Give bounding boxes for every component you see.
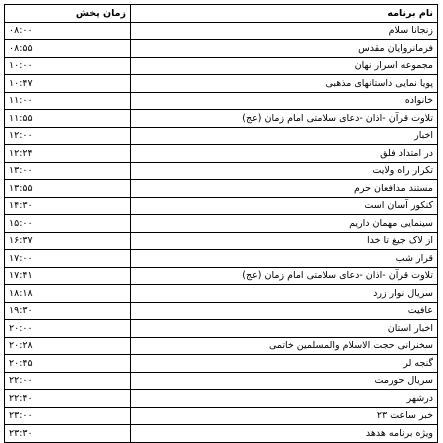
broadcast-time-cell: ۲۰:۲۸ — [5, 337, 131, 355]
table-row — [5, 22, 438, 40]
table-row — [5, 390, 438, 408]
table-row — [5, 337, 438, 355]
program-name-cell: قرار شب — [131, 250, 438, 268]
program-name-cell: ویژه برنامه هدهد — [131, 425, 438, 443]
schedule-body — [5, 22, 438, 442]
broadcast-time-cell: ۲۰:۴۵ — [5, 355, 131, 373]
table-row — [5, 372, 438, 390]
program-name-cell: تکرار راه ولایت — [131, 162, 438, 180]
broadcast-time-cell: ۱۲:۰۰ — [5, 127, 131, 145]
broadcast-time-cell: ۰۸:۵۵ — [5, 40, 131, 58]
table-row — [5, 250, 438, 268]
table-row — [5, 197, 438, 215]
program-name-cell: سریال نوار زرد — [131, 285, 438, 303]
program-name-cell: در امتداد فلق — [131, 145, 438, 163]
program-name-cell: عافیت — [131, 302, 438, 320]
broadcast-time-cell: ۱۵:۰۰ — [5, 215, 131, 233]
schedule-sheet — [4, 4, 437, 443]
broadcast-time-cell: ۱۷:۰۰ — [5, 250, 131, 268]
program-name-cell: مجموعه اسرار نهان — [131, 57, 438, 75]
broadcast-time-cell: ۱۲:۲۴ — [5, 145, 131, 163]
table-row — [5, 232, 438, 250]
broadcast-time-cell: ۱۶:۳۷ — [5, 232, 131, 250]
table-row — [5, 302, 438, 320]
table-row — [5, 320, 438, 338]
header-program-name: نام برنامه — [131, 5, 438, 23]
table-row — [5, 145, 438, 163]
program-name-cell: درشهر — [131, 390, 438, 408]
table-row — [5, 75, 438, 93]
program-name-cell: مستند مدافعان حرم — [131, 180, 438, 198]
program-name-cell: خانواده — [131, 92, 438, 110]
table-row — [5, 110, 438, 128]
broadcast-time-cell: ۰۸:۰۰ — [5, 22, 131, 40]
table-row — [5, 57, 438, 75]
program-name-cell: پویا نمایی داستانهای مذهبی — [131, 75, 438, 93]
broadcast-time-cell: ۱۰:۴۷ — [5, 75, 131, 93]
table-row — [5, 407, 438, 425]
table-row — [5, 162, 438, 180]
broadcast-schedule-table — [4, 4, 438, 443]
broadcast-time-cell: ۱۳:۰۰ — [5, 162, 131, 180]
broadcast-time-cell: ۱۱:۰۰ — [5, 92, 131, 110]
program-name-cell: گنجه لر — [131, 355, 438, 373]
broadcast-time-cell: ۱۸:۱۸ — [5, 285, 131, 303]
header-broadcast-time: زمان پخش — [5, 5, 131, 23]
broadcast-time-cell: ۱۱:۵۵ — [5, 110, 131, 128]
header-row — [5, 5, 438, 23]
program-name-cell: خبر ساعت ۲۳ — [131, 407, 438, 425]
broadcast-time-cell: ۲۳:۰۰ — [5, 407, 131, 425]
program-name-cell: فرمانروایان مقدس — [131, 40, 438, 58]
program-name-cell: کنکور آسان است — [131, 197, 438, 215]
table-row — [5, 92, 438, 110]
program-name-cell: اخبار — [131, 127, 438, 145]
broadcast-time-cell: ۱۳:۵۵ — [5, 180, 131, 198]
table-row — [5, 267, 438, 285]
program-name-cell: سریال حورمت — [131, 372, 438, 390]
table-row — [5, 425, 438, 443]
broadcast-time-cell: ۲۲:۴۰ — [5, 390, 131, 408]
broadcast-time-cell: ۱۴:۳۰ — [5, 197, 131, 215]
program-name-cell: تلاوت قرآن -اذان -دعای سلامتی امام زمان (عج) — [131, 110, 438, 128]
program-name-cell: تلاوت قرآن -اذان -دعای سلامتی امام زمان (عج) — [131, 267, 438, 285]
broadcast-time-cell: ۲۳:۳۰ — [5, 425, 131, 443]
broadcast-time-cell: ۲۰:۰۰ — [5, 320, 131, 338]
table-row — [5, 40, 438, 58]
broadcast-time-cell: ۱۷:۴۱ — [5, 267, 131, 285]
table-row — [5, 180, 438, 198]
program-name-cell: از لاک جیغ تا خدا — [131, 232, 438, 250]
program-name-cell: سینمایی مهمان داریم — [131, 215, 438, 233]
program-name-cell: اخبار استان — [131, 320, 438, 338]
broadcast-time-cell: ۲۲:۰۰ — [5, 372, 131, 390]
table-row — [5, 127, 438, 145]
table-row — [5, 285, 438, 303]
table-row — [5, 215, 438, 233]
program-name-cell: زنجانا سلام — [131, 22, 438, 40]
broadcast-time-cell: ۱۰:۰۰ — [5, 57, 131, 75]
broadcast-time-cell: ۱۹:۳۰ — [5, 302, 131, 320]
table-row — [5, 355, 438, 373]
program-name-cell: سخنرانی حجت الاسلام والمسلمین خاتمی — [131, 337, 438, 355]
